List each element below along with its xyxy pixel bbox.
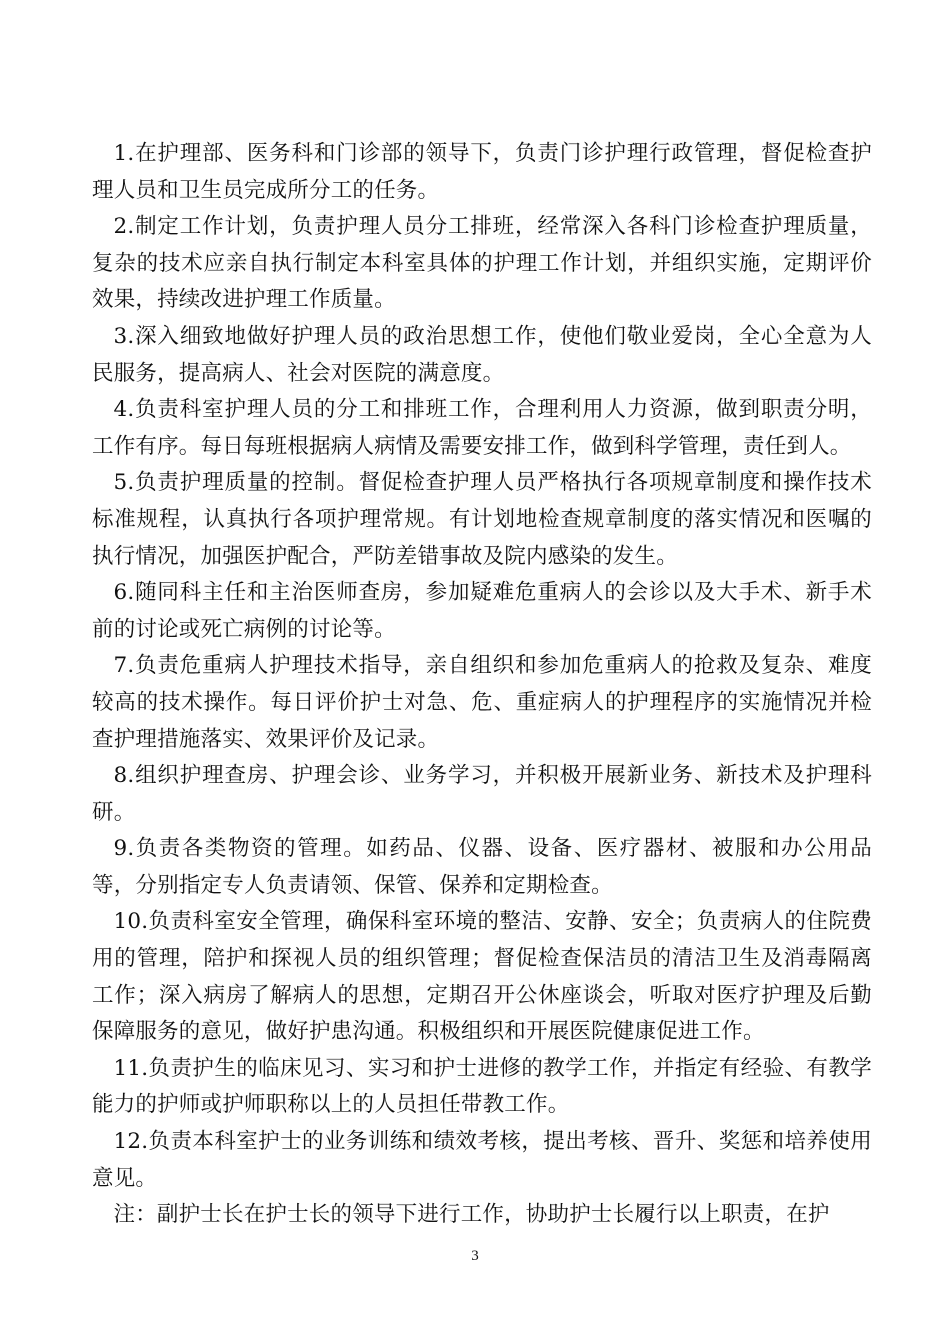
page-number: 3 [471,1248,479,1264]
paragraph-6: 6.随同科主任和主治医师查房，参加疑难危重病人的会诊以及大手术、新手术前的讨论或死亡病例的讨论等。 [92,580,872,642]
paragraph-1: 1.在护理部、医务科和门诊部的领导下，负责门诊护理行政管理，督促检查护理人员和卫生员完成所分工的任务。 [92,141,872,203]
note-paragraph: 注：副护士长在护士长的领导下进行工作，协助护士长履行以上职责，在护 [113,1202,830,1228]
paragraph-12: 12.负责本科室护士的业务训练和绩效考核，提出考核、晋升、奖惩和培养使用意见。 [92,1129,872,1191]
paragraph-10: 10.负责科室安全管理，确保科室环境的整洁、安静、安全；负责病人的住院费用的管理，陪护和探视人员的组织管理；督促检查保洁员的清洁卫生及消毒隔离工作；深入病房了解病人的思想，定期召开公休座谈会，听取对医疗护理及后勤保障服务的意见，做好护患沟通。积极组织和开展医院健康促进工作。 [92,909,872,1045]
paragraph-9: 9.负责各类物资的管理。如药品、仪器、设备、医疗器材、被服和办公用品等，分别指定专人负责请领、保管、保养和定期检查。 [92,836,872,898]
paragraph-8: 8.组织护理查房、护理会诊、业务学习，并积极开展新业务、新技术及护理科研。 [92,763,872,825]
paragraph-2: 2.制定工作计划，负责护理人员分工排班，经常深入各科门诊检查护理质量，复杂的技术应亲自执行制定本科室具体的护理工作计划，并组织实施，定期评价效果，持续改进护理工作质量。 [92,214,872,313]
paragraph-5: 5.负责护理质量的控制。督促检查护理人员严格执行各项规章制度和操作技术标准规程，认真执行各项护理常规。有计划地检查规章制度的落实情况和医嘱的执行情况，加强医护配合，严防差错事故及院内感染的发生。 [92,470,872,569]
paragraph-7: 7.负责危重病人护理技术指导，亲自组织和参加危重病人的抢救及复杂、难度较高的技术操作。每日评价护士对急、危、重症病人的护理程序的实施情况并检查护理措施落实、效果评价及记录。 [92,653,872,752]
paragraph-4: 4.负责科室护理人员的分工和排班工作，合理利用人力资源，做到职责分明，工作有序。每日每班根据病人病情及需要安排工作，做到科学管理，责任到人。 [92,397,872,459]
paragraph-11: 11.负责护生的临床见习、实习和护士进修的教学工作，并指定有经验、有教学能力的护师或护师职称以上的人员担任带教工作。 [92,1055,872,1118]
paragraph-3: 3.深入细致地做好护理人员的政治思想工作，使他们敬业爱岗，全心全意为人民服务，提高病人、社会对医院的满意度。 [92,323,872,386]
document-body [92,136,872,1234]
